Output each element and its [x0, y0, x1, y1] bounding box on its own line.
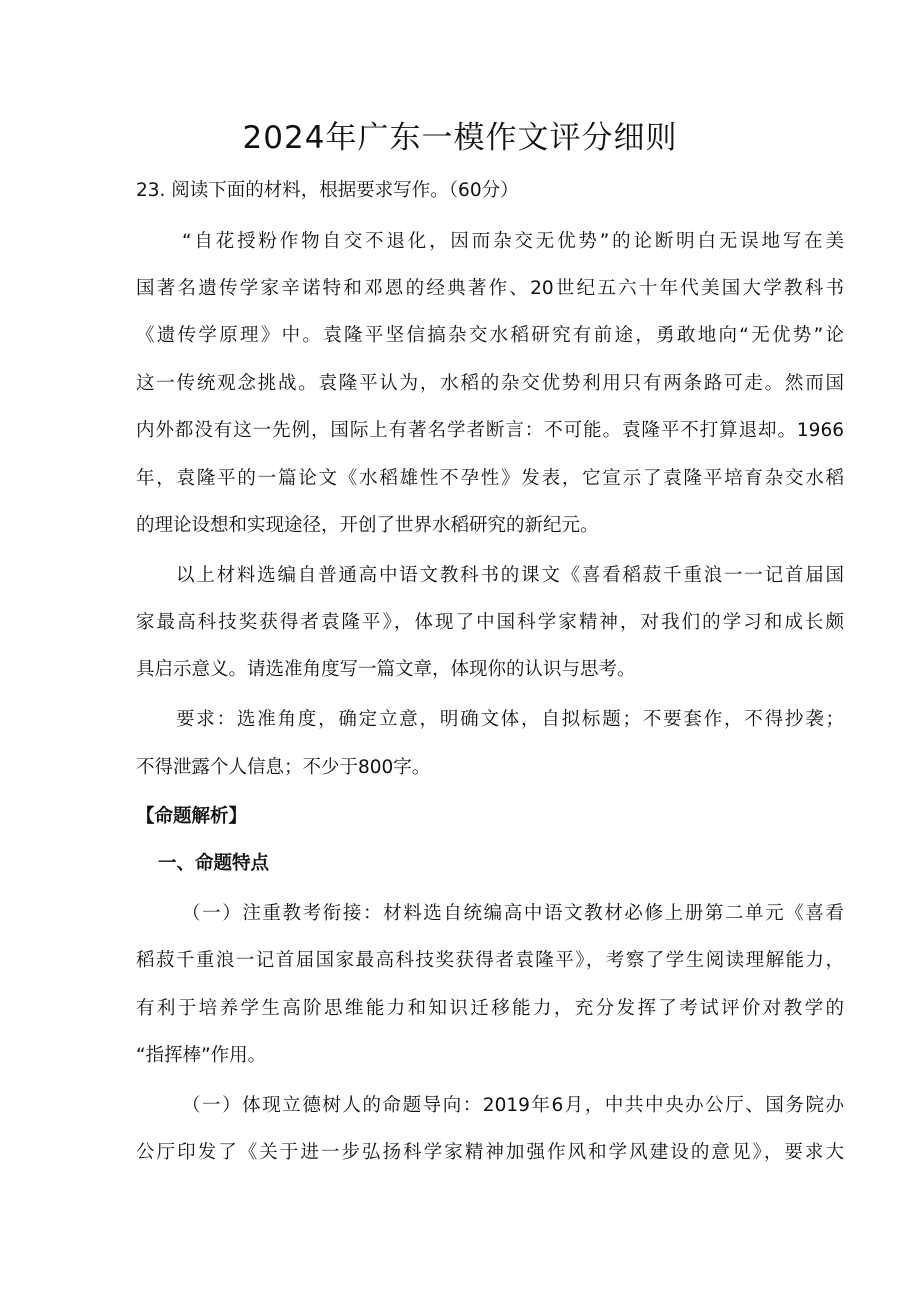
- material-line: 年，袁隆平的一篇论文《水稻雄性不孕性》发表，它宣示了袁隆平培育杂交水稻: [136, 468, 844, 489]
- material-line: 内外都没有这一先例，国际上有著名学者断言：不可能。袁隆平不打算退却。1966: [136, 420, 844, 441]
- analysis-line: 有利于培养学生高阶思维能力和知识迁移能力，充分发挥了考试评价对教学的: [136, 998, 844, 1019]
- section-heading: 一、命题特点: [158, 853, 270, 874]
- requirements-line: 要求：选准角度，确定立意，明确文体，自拟标题；不要套作，不得抄袭；: [176, 709, 844, 730]
- analysis-line: （一）体现立德树人的命题导向：2019年6月，中共中央办公厅、国务院办: [182, 1095, 844, 1116]
- requirements-line: 不得泄露个人信息；不少于800字。: [136, 757, 431, 778]
- prompt-line: 以上材料选编自普通高中语文教科书的课文《喜看稻菽千重浪一一记首届国: [176, 565, 844, 586]
- material-line: 的理论设想和实现途径，开创了世界水稻研究的新纪元。: [136, 515, 599, 536]
- analysis-line: （一）注重教考衔接：材料选自统编高中语文教材必修上册第二单元《喜看: [182, 903, 844, 924]
- material-line: 这一传统观念挑战。袁隆平认为，水稻的杂交优势利用只有两条路可走。然而国: [136, 373, 844, 394]
- analysis-line: “指挥棒”作用。: [136, 1045, 267, 1066]
- material-line: 《遗传学原理》中。袁隆平坚信搞杂交水稻研究有前途，勇敢地向“无优势”论: [136, 325, 844, 346]
- analysis-heading: 【命题解析】: [136, 806, 248, 827]
- prompt-line: 家最高科技奖获得者袁隆平》，体现了中国科学家精神，对我们的学习和成长颇: [136, 612, 844, 633]
- question-heading: 23. 阅读下面的材料，根据要求写作。（60分）: [136, 180, 519, 201]
- prompt-line: 具启示意义。请选准角度写一篇文章，体现你的认识与思考。: [136, 659, 636, 680]
- material-line: “自花授粉作物自交不退化，因而杂交无优势”的论断明白无误地写在美: [182, 231, 844, 252]
- analysis-line: 稻菽千重浪一记首届国家最高科技奖获得者袁隆平》，考察了学生阅读理解能力，: [136, 950, 844, 971]
- material-line: 国著名遗传学家辛诺特和邓恩的经典著作、20世纪五六十年代美国大学教科书: [136, 278, 844, 299]
- document-title: 2024年广东一模作文评分细则: [242, 120, 678, 156]
- analysis-line: 公厅印发了《关于进一步弘扬科学家精神加强作风和学风建设的意见》，要求大: [136, 1142, 844, 1163]
